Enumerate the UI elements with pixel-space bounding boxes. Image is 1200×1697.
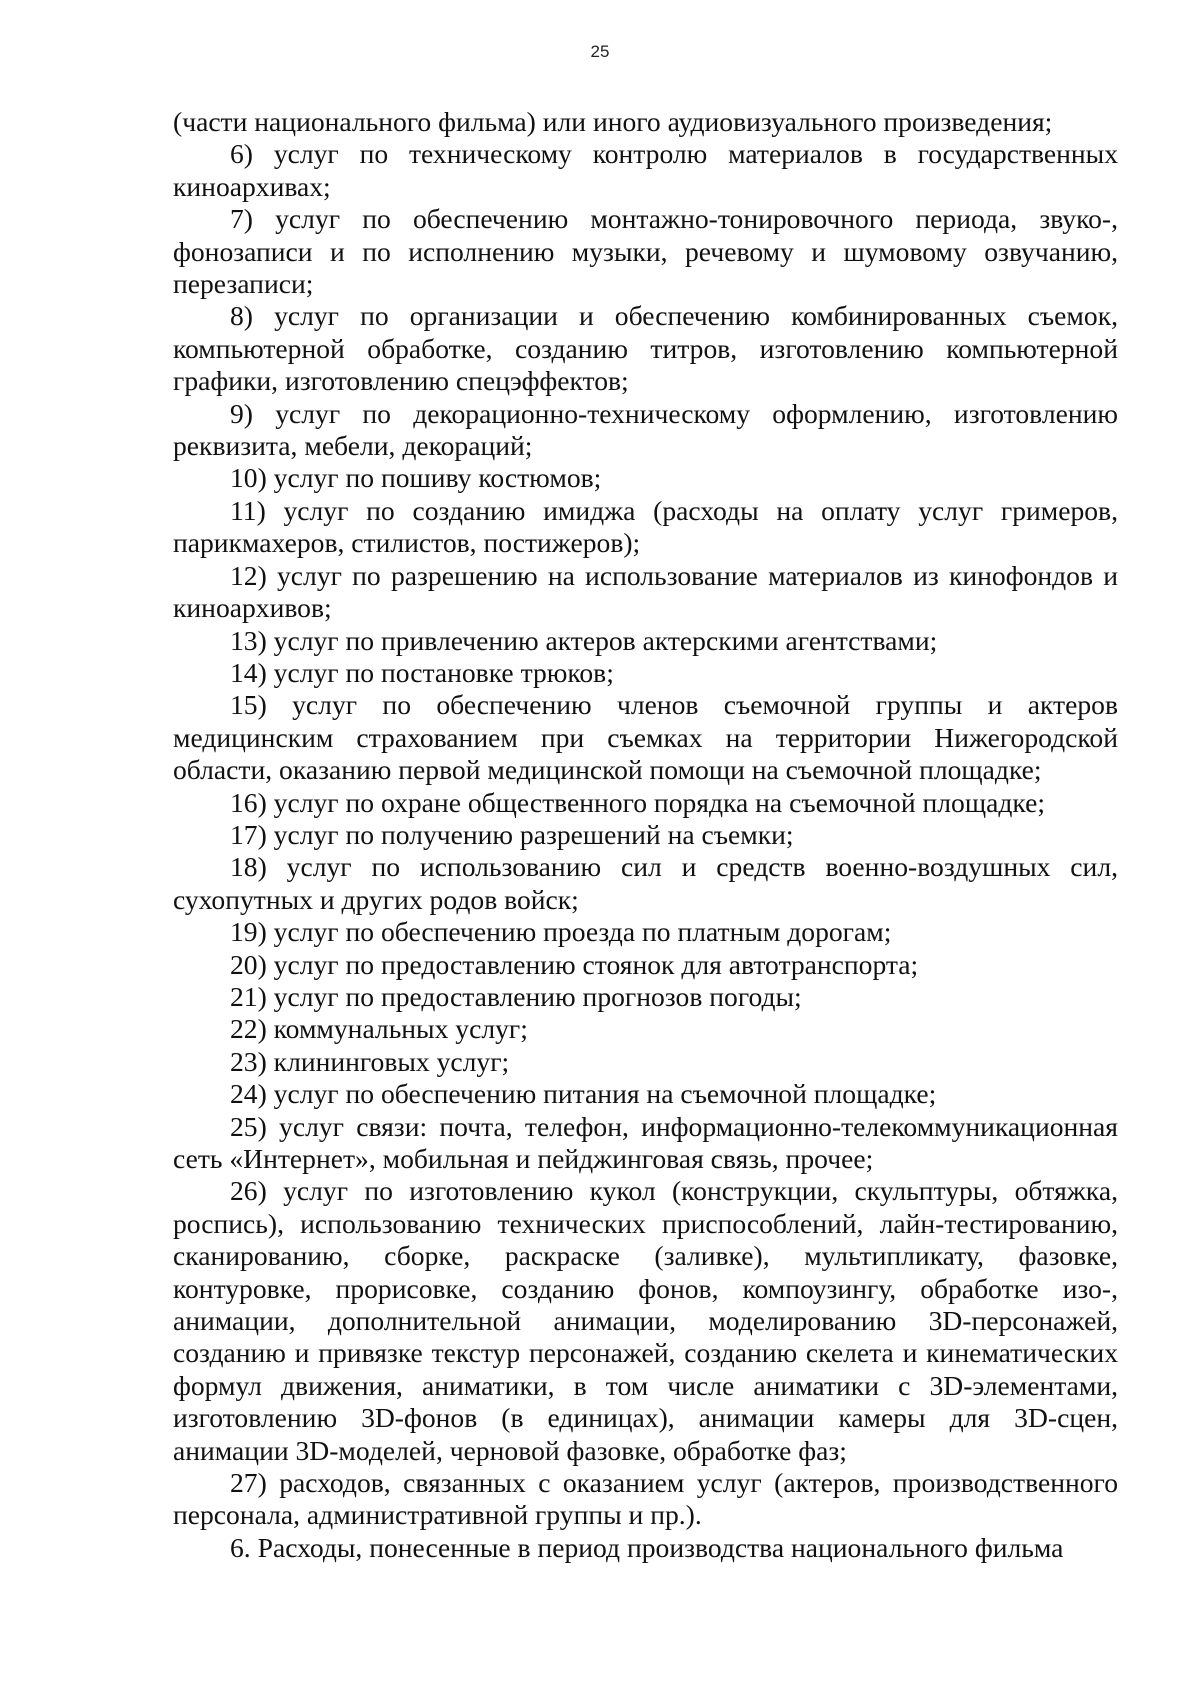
list-item-11: 11) услуг по созданию имиджа (расходы на оплату услуг гримеров, парикмахеров, стилистов, постижеров); [173, 494, 1118, 559]
list-item-27: 27) расходов, связанных с оказанием услуг (актеров, производственного персонала, административной группы и пр.). [173, 1467, 1118, 1531]
list-item-25: 25) услуг связи: почта, телефон, информационно-телекоммуникационная сеть «Интернет», мобильная и пейджинговая связь, прочее; [173, 1110, 1118, 1174]
list-item-21: 21) услуг по предоставлению прогнозов погоды; [230, 980, 802, 1012]
list-item-14: 14) услуг по постановке трюков; [230, 656, 614, 688]
list-item-8: 8) услуг по организации и обеспечению комбинированных съемок, компьютерной обработке, созданию титров, изготовлению компьютерной графики, изготовлению спецэффектов; [173, 300, 1118, 397]
list-item-16: 16) услуг по охране общественного порядка на съемочной площадке; [230, 786, 1045, 818]
list-item-12: 12) услуг по разрешению на использование материалов из кинофондов и киноархивов; [173, 559, 1118, 624]
paragraph-continuation: (части национального фильма) или иного аудиовизуального произведения; [173, 106, 1053, 137]
document-body [173, 106, 1118, 1564]
list-item-10: 10) услуг по пошиву костюмов; [230, 462, 602, 494]
list-item-18: 18) услуг по использованию сил и средств военно-воздушных сил, сухопутных и других родов войск; [173, 851, 1118, 915]
list-item-23: 23) клининговых услуг; [230, 1045, 510, 1077]
list-item-15: 15) услуг по обеспечению членов съемочной группы и актеров медицинским страхованием при съемках на территории Нижегородской области, оказанию первой медицинской помощи на съемочной площадке; [173, 689, 1118, 786]
list-item-20: 20) услуг по предоставлению стоянок для автотранспорта; [230, 948, 919, 980]
list-item-24: 24) услуг по обеспечению питания на съемочной площадке; [230, 1078, 937, 1110]
list-item-7: 7) услуг по обеспечению монтажно-тонировочного периода, звуко-, фонозаписи и по исполнению музыки, речевому и шумовому озвучанию, перезаписи; [173, 203, 1118, 300]
list-item-6: 6) услуг по техническому контролю материалов в государственных киноархивах; [173, 138, 1118, 202]
list-item-26: 26) услуг по изготовлению кукол (конструкции, скульптуры, обтяжка, роспись), использованию технических приспособлений, лайн-тестированию, сканированию, сборке, раскраске (заливке), мультипликату, фазовке, контуровке, прорисовке, созданию фонов, компоузингу, обработке изо-, анимации, дополнительной анимации, моделированию 3D-персонажей, созданию и привязке текстур персонажей, созданию скелета и кинематических формул движения, аниматики, в том числе аниматики с 3D-элементами, изготовлению 3D-фонов (в единицах), анимации камеры для 3D-сцен, анимации 3D-моделей, черновой фазовке, обработке фаз; [173, 1175, 1118, 1466]
list-item-9: 9) услуг по декорационно-техническому оформлению, изготовлению реквизита, мебели, декораций; [173, 397, 1118, 462]
page-number: 25 [590, 42, 610, 61]
list-item-13: 13) услуг по привлечению актеров актерскими агентствами; [230, 624, 938, 656]
list-item-19: 19) услуг по обеспечению проезда по платным дорогам; [230, 916, 892, 948]
list-item-22: 22) коммунальных услуг; [230, 1013, 528, 1045]
list-item-17: 17) услуг по получению разрешений на съемки; [230, 818, 794, 850]
section-6-paragraph: 6. Расходы, понесенные в период производства национального фильма [230, 1531, 1064, 1563]
